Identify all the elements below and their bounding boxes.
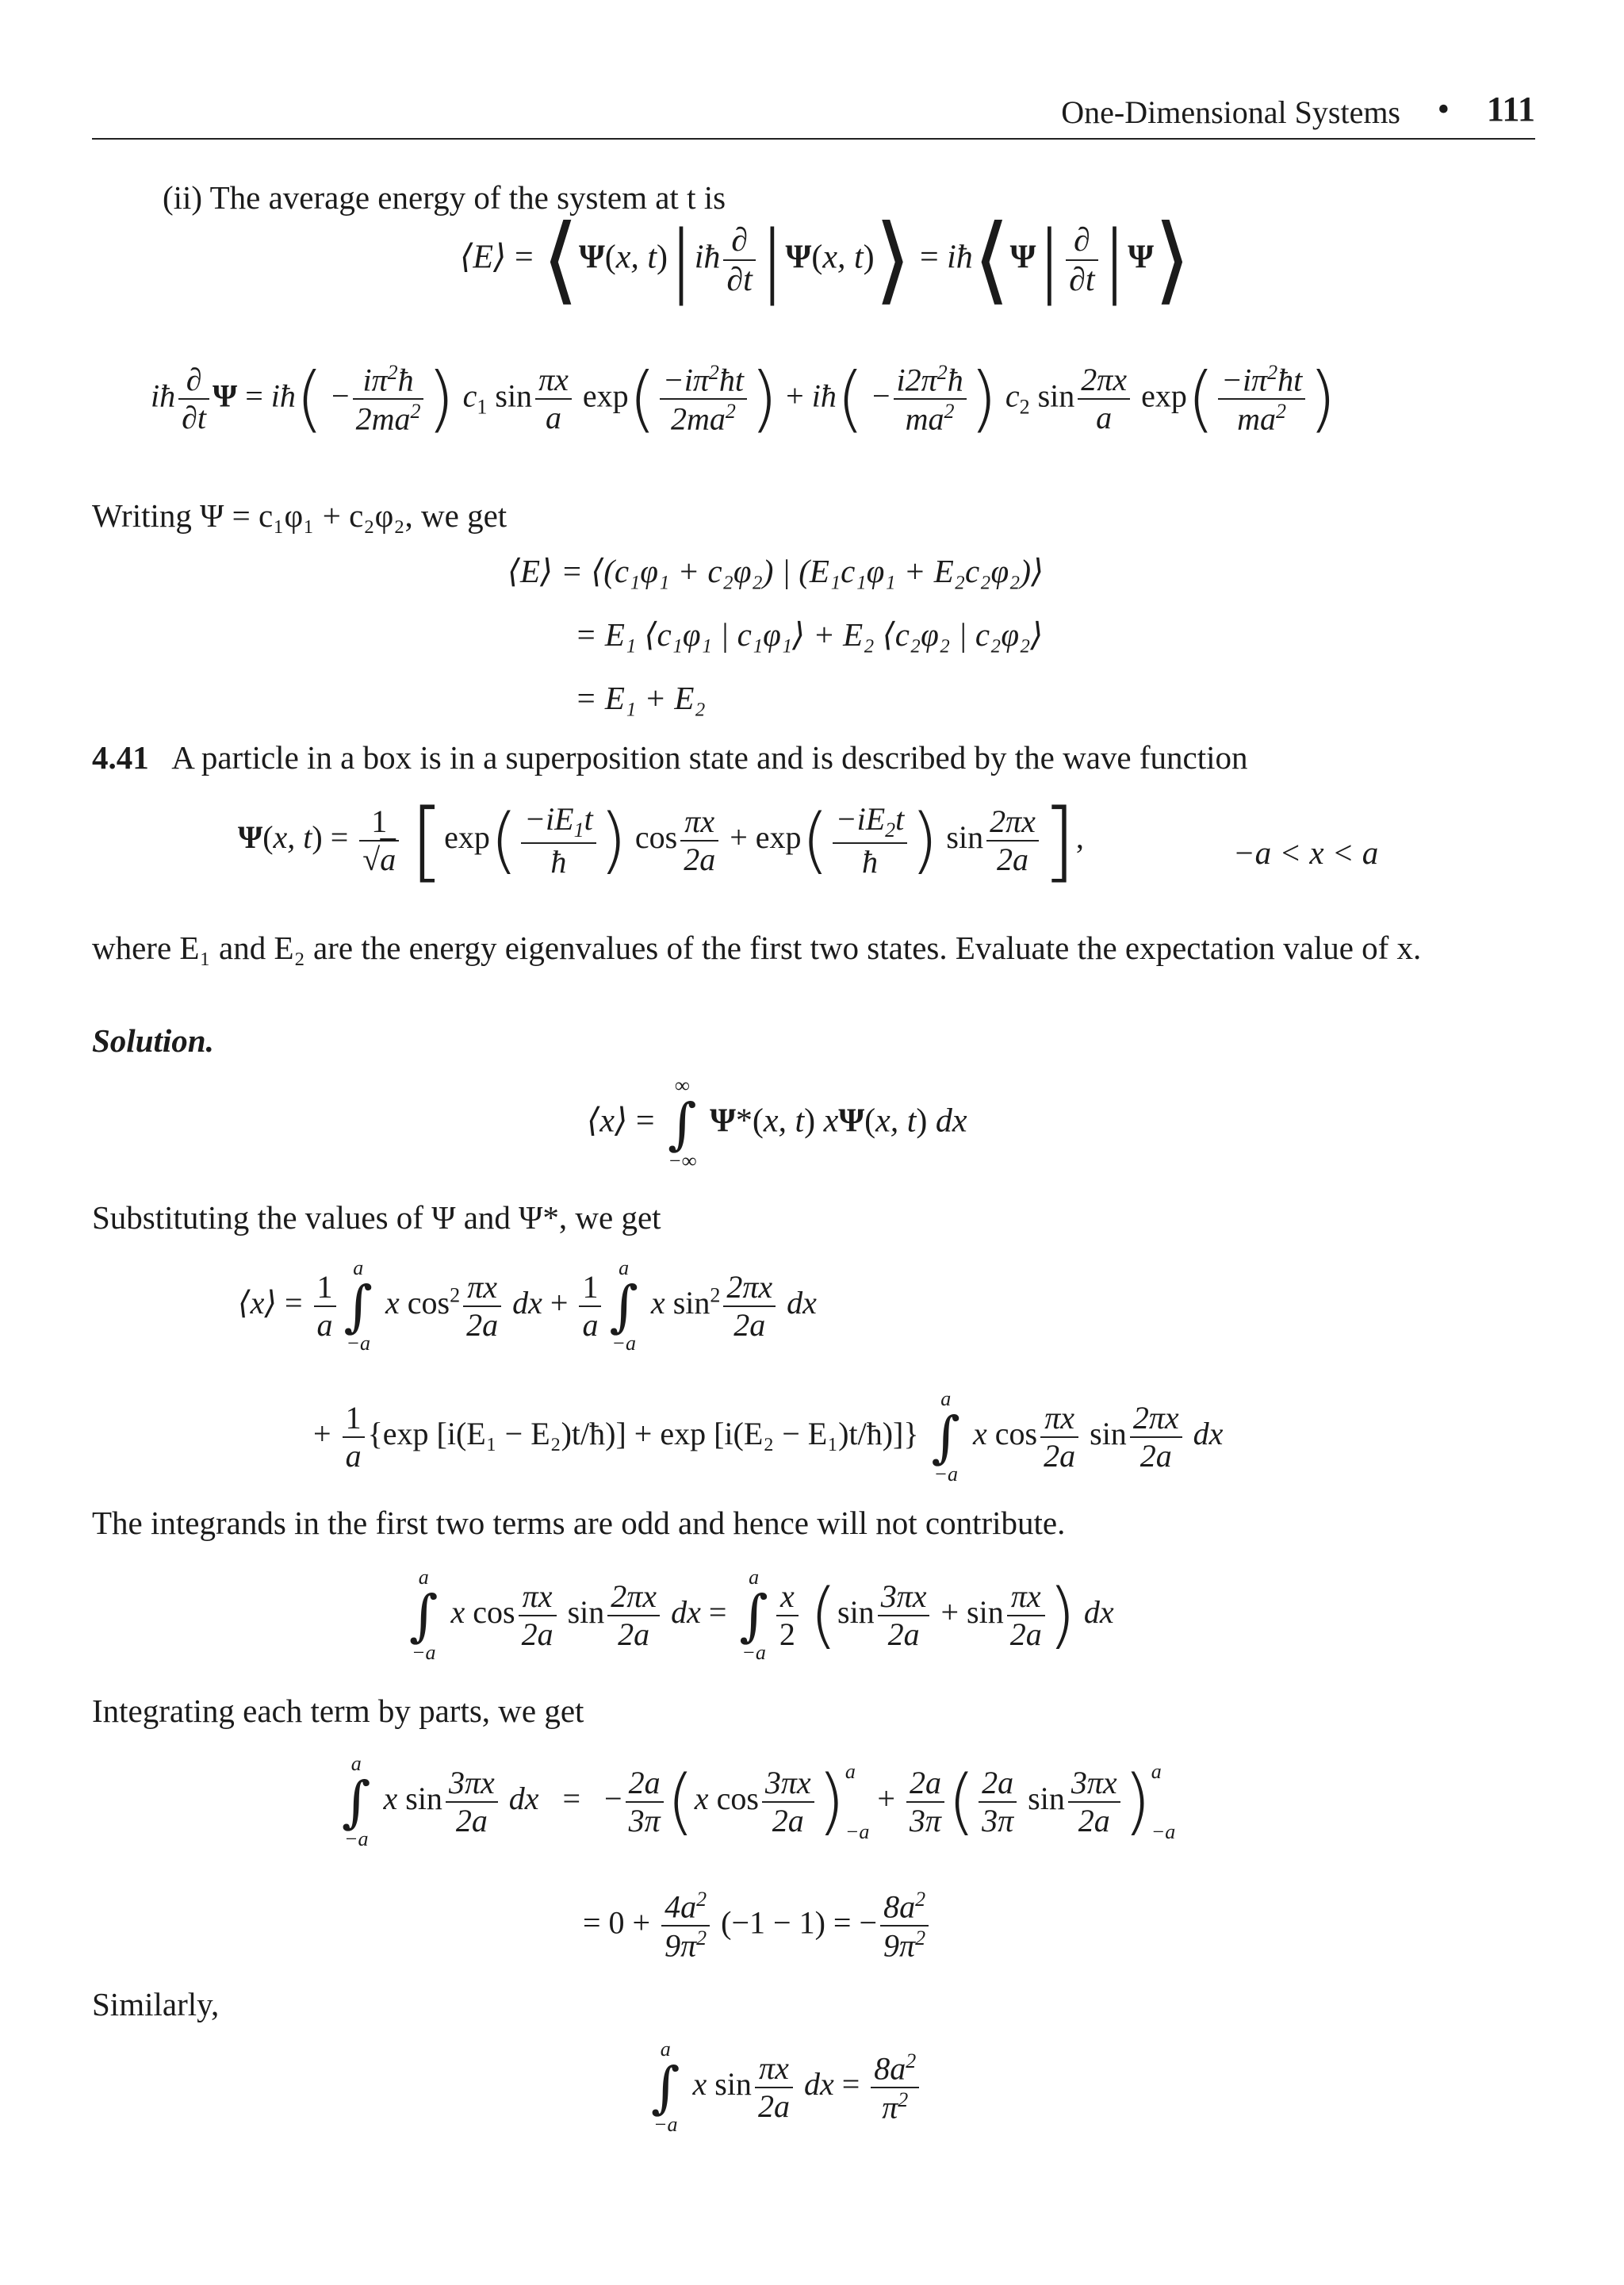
page-number: 111 <box>1486 90 1535 128</box>
equation-product-to-sum: a ∫ −a x cos $\frac{\pi x}{2a}$ sin $\frac{2\pi x}{2a}$ dx = a ∫ −a $\frac{x}{2}$ (sin $\frac{3\pi x}{2a}$ + sin $\frac{\pi x}{2a}$ ) dx <box>409 1566 1114 1665</box>
equation-time-derivative: iħ $\frac{\partial}{\partial t}$ Ψ = iħ( − $\frac{i\pi^2ħ}{2ma^2}$ ) $c_1$ sin $\frac{\pi x}{a}$ exp( $\frac{-i\pi^2ħt}{2ma^2}$ ) + iħ( − $\frac{i2\pi^2ħ}{ma^2}$ ) $c_2$ sin $\frac{2\pi x}{a}$ exp( $\frac{-i\pi^2ħt}{ma^2}$ ) <box>151 357 1337 441</box>
by-parts-line: Integrating each term by parts, we get <box>92 1693 584 1729</box>
result-mid-term: (−1 − 1) = − <box>721 1904 878 1941</box>
substituting-line: Substituting the values of Ψ and Ψ*, we get <box>92 1199 661 1236</box>
result-zero-term: = 0 + <box>583 1904 659 1941</box>
similarly-line: Similarly, <box>92 1986 220 2022</box>
odd-terms-line: The integrands in the first two terms are odd and hence will not contribute. <box>92 1505 1066 1541</box>
equation-by-parts-result: = 0 + $\frac{4a^2}{9\pi^2}$ (−1 − 1) = − $\frac{8a^2}{9\pi^2}$ <box>583 1888 932 1965</box>
exp-brace-term: {exp [i(E₁ − E₂)t/ħ)] + exp [i(E₂ − E₁)t/ħ)]} <box>367 1416 919 1452</box>
part-ii-label: (ii) <box>163 179 203 216</box>
writing-line: Writing Ψ = c₁φ₁ + c₂φ₂, we get <box>92 497 508 534</box>
problem-number: 4.41 <box>92 739 149 776</box>
equation-by-parts: a ∫ −a x sin $\frac{3\pi x}{2a}$ dx = − $\frac{2a}{3\pi}$ (x cos $\frac{3\pi x}{2a}$ ) a −a + $\frac{2a}{3\pi}$ ( $\frac{2a}{3\pi}$ sin $\frac{3\pi x}{2a}$ ) a −a <box>342 1752 1176 1851</box>
header-bullet: • <box>1437 90 1450 128</box>
equation-similar-integral: a ∫ −a x sin $\frac{\pi x}{2a}$ dx = $\frac{8a^2}{\pi^2}$ <box>646 2038 922 2137</box>
problem-statement: A particle in a box is in a superposition state and is described by the wave function <box>171 739 1248 776</box>
wave-function-range: −a < x < a <box>1233 834 1379 871</box>
running-head <box>92 89 1535 140</box>
equation-wave-function: Ψ(x, t) = $\frac{1}{√a}$ [exp( $\frac{-iE_1t}{ħ}$ ) cos $\frac{\pi x}{2a}$ + exp( $\frac{-iE_2t}{ħ}$ ) sin $\frac{2\pi x}{2a}$ ], <box>238 790 1084 891</box>
equation-expectation-x: ⟨x⟩ = ∞ ∫ −∞ Ψ*(x, t) xΨ(x, t) dx <box>587 1074 967 1173</box>
chapter-title: One-Dimensional Systems <box>1061 94 1400 130</box>
energy-step-2: = E₁ ⟨c₁φ₁ | c₁φ₁⟩ + E₂ ⟨c₂φ₂ | c₂φ₂⟩ <box>575 616 1044 653</box>
equation-average-energy: ⟨E⟩ = ⟨Ψ(x, t)|iħ $\frac{\partial}{\partial t}$ |Ψ(x, t)⟩ = iħ⟨Ψ| $\frac{\partial}{\partial t}$ |Ψ⟩ <box>460 205 1191 315</box>
problem-statement-line <box>92 736 1247 779</box>
part-ii-text: The average energy of the system at t is <box>209 179 726 216</box>
problem-followup: where E₁ and E₂ are the energy eigenvalues of the first two states. Evaluate the expectation value of x. <box>92 930 1422 966</box>
equation-x-expanded-2: + $\frac{1}{a}$ {exp [i(E₁ − E₂)t/ħ)] + exp [i(E₂ − E₁)t/ħ)]} a ∫ −a x cos $\frac{\pi x}{2a}$ sin $\frac{2\pi x}{2a}$ dx <box>313 1387 1224 1486</box>
equation-x-expanded-1: ⟨x⟩ = $\frac{1}{a}$ a ∫ −a x $\cos^2$ $\frac{\pi x}{2a}$ dx + $\frac{1}{a}$ a ∫ −a x $\sin^2$ $\frac{2\pi x}{2a}$ dx <box>238 1256 817 1355</box>
energy-step-3: = E₁ + E₂ <box>575 680 706 716</box>
energy-step-1: ⟨E⟩ = ⟨(c₁φ₁ + c₂φ₂) | (E₁c₁φ₁ + E₂c₂φ₂)⟩ <box>508 553 1044 589</box>
solution-label: Solution. <box>92 1022 214 1059</box>
